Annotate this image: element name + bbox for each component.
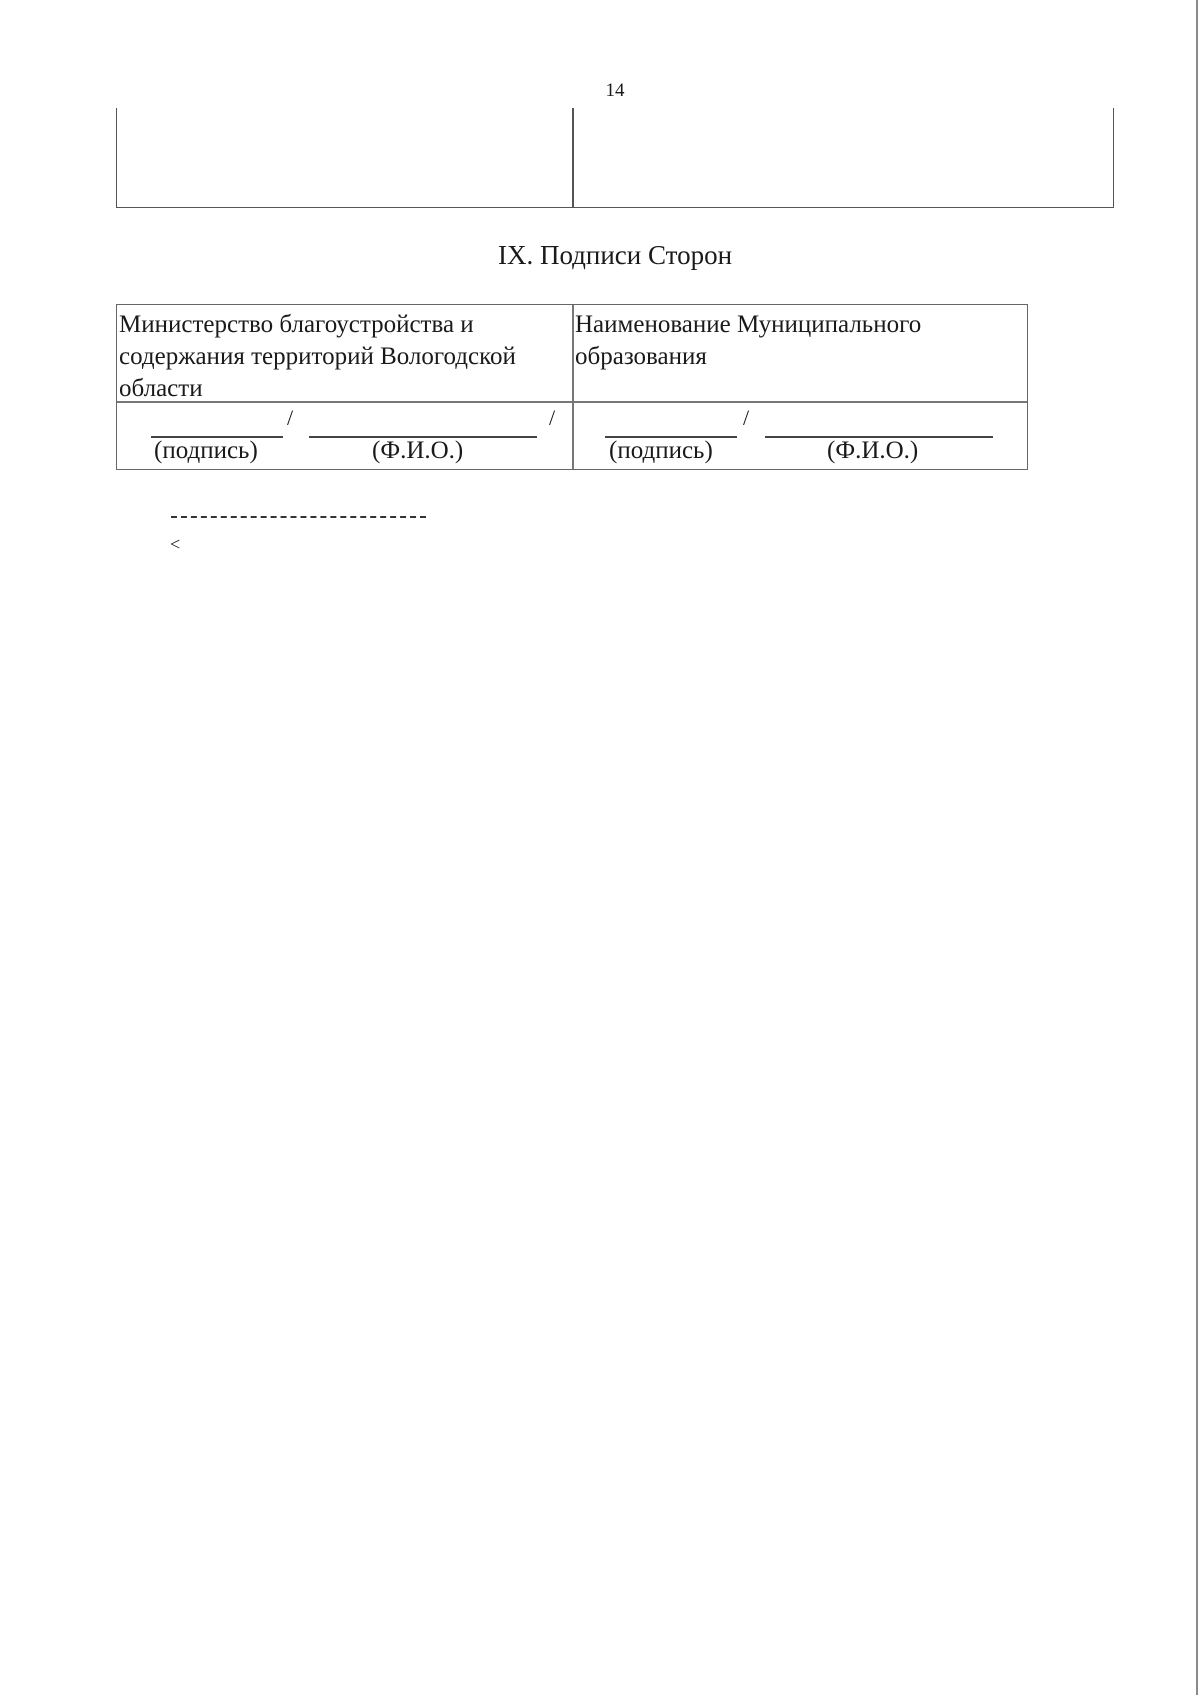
left-signature-caption: (подпись) (154, 437, 258, 464)
footnote-marker: < (170, 534, 181, 554)
right-signature-caption: (подпись) (609, 437, 713, 464)
section-title: IX. Подписи Сторон (497, 240, 733, 270)
page-number: 14 (605, 80, 625, 101)
right-party-name: Наименование Муниципального образования (575, 311, 922, 370)
signatures-table-column-divider (572, 305, 574, 469)
left-party-name: Министерство благоустройства и содержания территорий Вологодской области (119, 311, 516, 402)
signatures-table (116, 304, 1028, 470)
continued-table-divider (572, 108, 574, 207)
left-slash-1: / (287, 405, 294, 430)
footnote-separator (171, 516, 426, 518)
continued-table (116, 108, 1114, 208)
left-slash-2: / (549, 405, 556, 430)
right-slash-1: / (743, 405, 750, 430)
left-name-caption: (Ф.И.О.) (372, 437, 464, 464)
right-name-caption: (Ф.И.О.) (827, 437, 919, 464)
